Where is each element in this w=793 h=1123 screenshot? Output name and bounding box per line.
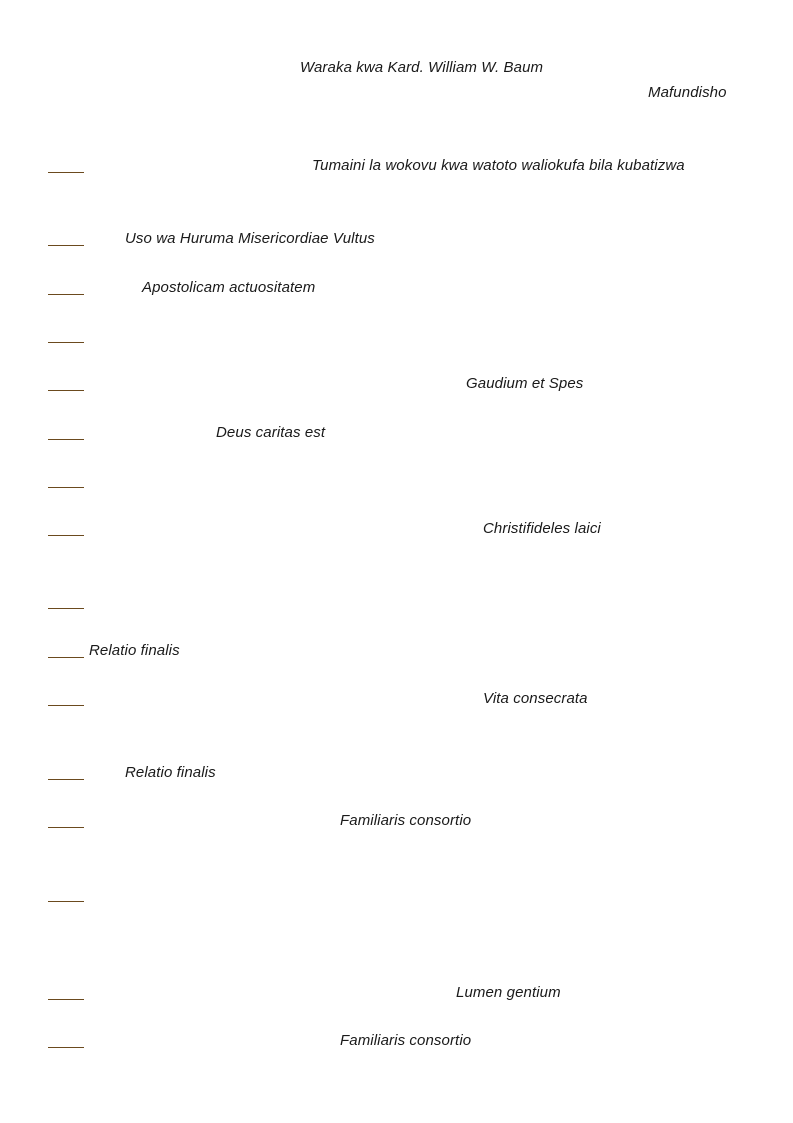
footnote-rule bbox=[48, 827, 84, 828]
footnote-text: Apostolicam actuositatem bbox=[142, 279, 316, 296]
footnote-rule bbox=[48, 439, 84, 440]
footnote-rule bbox=[48, 294, 84, 295]
footnote-rule bbox=[48, 172, 84, 173]
footnote-text: Relatio finalis bbox=[125, 764, 216, 781]
footnote-rule bbox=[48, 608, 84, 609]
footnote-text: Uso wa Huruma Misericordiae Vultus bbox=[125, 230, 375, 247]
footnote-text: Vita consecrata bbox=[483, 690, 588, 707]
footnote-rule bbox=[48, 390, 84, 391]
document-subtitle: Mafundisho bbox=[648, 84, 727, 101]
footnote-rule bbox=[48, 535, 84, 536]
footnote-rule bbox=[48, 245, 84, 246]
document-title: Waraka kwa Kard. William W. Baum bbox=[300, 59, 544, 76]
footnote-rule bbox=[48, 705, 84, 706]
footnote-text: Familiaris consortio bbox=[340, 812, 472, 829]
footnote-rule bbox=[48, 657, 84, 658]
footnote-text: Lumen gentium bbox=[456, 984, 561, 1001]
footnote-text: Christifideles laici bbox=[483, 520, 601, 537]
footnote-rule bbox=[48, 342, 84, 343]
footnote-rule bbox=[48, 779, 84, 780]
footnote-text: Tumaini la wokovu kwa watoto waliokufa bila kubatizwa bbox=[312, 157, 685, 174]
footnote-rule bbox=[48, 999, 84, 1000]
footnote-text: Deus caritas est bbox=[216, 424, 326, 441]
footnote-text: Relatio finalis bbox=[89, 642, 180, 659]
footnote-rule bbox=[48, 901, 84, 902]
footnote-rule bbox=[48, 487, 84, 488]
footnote-text: Gaudium et Spes bbox=[466, 375, 584, 392]
footnote-text: Familiaris consortio bbox=[340, 1032, 472, 1049]
footnote-rule bbox=[48, 1047, 84, 1048]
